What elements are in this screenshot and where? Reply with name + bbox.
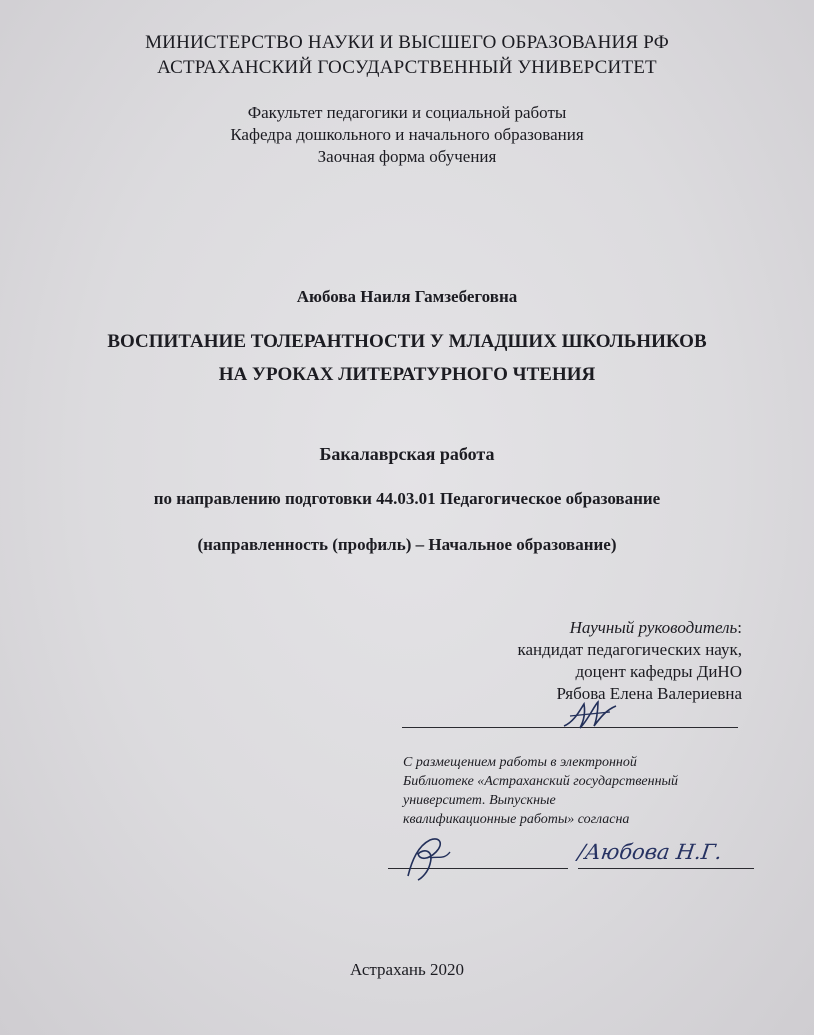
supervisor-role-colon: : (737, 618, 742, 637)
student-signature (400, 830, 460, 884)
city-year: Астрахань 2020 (349, 960, 464, 979)
handwritten-student-name: /Аюбова Н.Г. (576, 840, 724, 864)
department-name: Кафедра дошкольного и начального образования (230, 125, 584, 144)
consent-line-1: С размещением работы в электронной (403, 755, 637, 770)
student-name-line (578, 868, 754, 869)
consent-line-4: квалификационные работы» согласна (403, 812, 630, 827)
supervisor-role-label: Научный руководитель (569, 618, 738, 637)
supervisor-degree: кандидат педагогических наук, (517, 640, 742, 659)
ministry-heading: МИНИСТЕРСТВО НАУКИ И ВЫСШЕГО ОБРАЗОВАНИЯ РФ (145, 32, 669, 53)
university-heading: АСТРАХАНСКИЙ ГОСУДАРСТВЕННЫЙ УНИВЕРСИТЕТ (157, 57, 657, 78)
direction: по направлению подготовки 44.03.01 Педагогическое образование (153, 489, 661, 508)
supervisor-signature (560, 696, 620, 734)
thesis-title-line-2: НА УРОКАХ ЛИТЕРАТУРНОГО ЧТЕНИЯ (218, 364, 596, 385)
supervisor-role (570, 618, 742, 638)
consent-line-3: университет. Выпускные (403, 793, 556, 808)
consent-line-2: Библиотеке «Астраханский государственный (403, 774, 679, 789)
faculty-name: Факультет педагогики и социальной работы (247, 103, 567, 122)
supervisor-position: доцент кафедры ДиНО (575, 662, 742, 681)
thesis-title-line-1: ВОСПИТАНИЕ ТОЛЕРАНТНОСТИ У МЛАДШИХ ШКОЛЬНИКОВ (107, 331, 707, 352)
author-name: Аюбова Наиля Гамзебеговна (296, 287, 518, 306)
study-form: Заочная форма обучения (317, 147, 497, 166)
profile: (направленность (профиль) – Начальное образование) (197, 535, 617, 554)
supervisor-name: Рябова Елена Валериевна (556, 684, 742, 703)
work-type: Бакалаврская работа (319, 444, 495, 464)
